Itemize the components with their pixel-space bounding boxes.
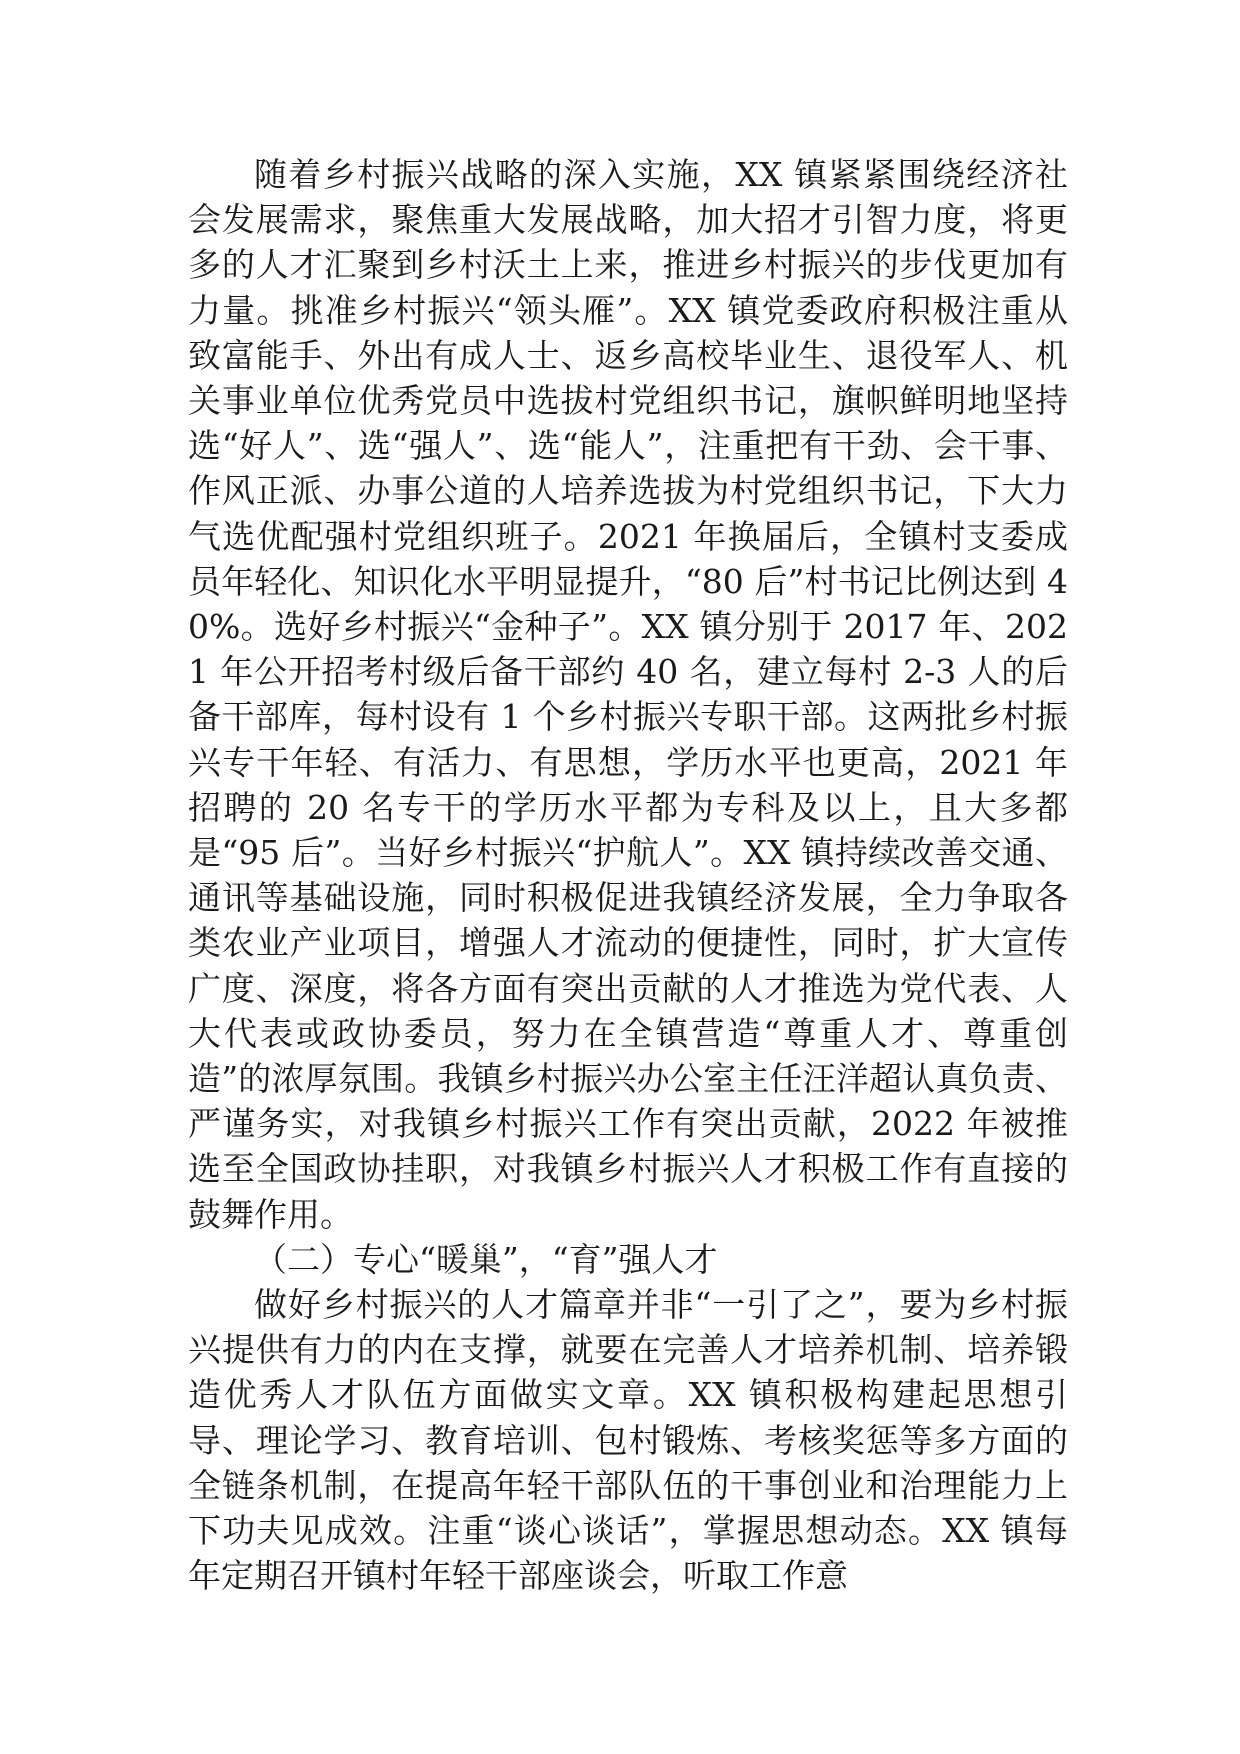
body-paragraph: 做好乡村振兴的人才篇章并非“一引了之”，要为乡村振兴提供有力的内在支撑，就要在完善人才培养机制、培养锻造优秀人才队伍方面做实文章。XX 镇积极构建起思想引导、理论学习、教育培训、包村锻炼、考核奖惩等多方面的全链条机制，在提高年轻干部队伍的干事创业和治理能力上下功夫见成效。注重“谈心谈话”，掌握思想动态。XX 镇每年定期召开镇村年轻干部座谈会，听取工作意: [188, 1285, 1068, 1596]
body-paragraph: 随着乡村振兴战略的深入实施，XX 镇紧紧围绕经济社会发展需求，聚焦重大发展战略，加大招才引智力度，将更多的人才汇聚到乡村沃土上来，推进乡村振兴的步伐更加有力量。挑准乡村振兴“领头雁”。XX 镇党委政府积极注重从致富能手、外出有成人士、返乡高校毕业生、退役军人、机关事业单位优秀党员中选拔村党组织书记，旗帜鲜明地坚持选“好人”、选“强人”、选“能人”，注重把有干劲、会干事、作风正派、办事公道的人培养选拔为村党组织书记，下大力气选优配强村党组织班子。2021 年换届后，全镇村支委成员年轻化、知识化水平明显提升，“80 后”村书记比例达到 40%。选好乡村振兴“金种子”。XX 镇分别于 2017 年、2021 年公开招考村级后备干部约 40 名，建立每村 2-3 人的后备干部库，每村设有 1 个乡村振兴专职干部。这两批乡村振兴专干年轻、有活力、有思想，学历水平也更高，2021 年招聘的 20 名专干的学历水平都为专科及以上，且大多都是“95 后”。当好乡村振兴“护航人”。XX 镇持续改善交通、通讯等基础设施，同时积极促进我镇经济发展，全力争取各类农业产业项目，增强人才流动的便捷性，同时，扩大宣传广度、深度，将各方面有突出贡献的人才推选为党代表、人大代表或政协委员，努力在全镇营造“尊重人才、尊重创造”的浓厚氛围。我镇乡村振兴办公室主任汪洋超认真负责、严谨务实，对我镇乡村振兴工作有突出贡献，2022 年被推选至全国政协挂职，对我镇乡村振兴人才积极工作有直接的鼓舞作用。: [188, 155, 1068, 1234]
section-heading: （二）专心“暖巢”，“育”强人才: [254, 1239, 718, 1279]
document-page: [188, 152, 1068, 1599]
